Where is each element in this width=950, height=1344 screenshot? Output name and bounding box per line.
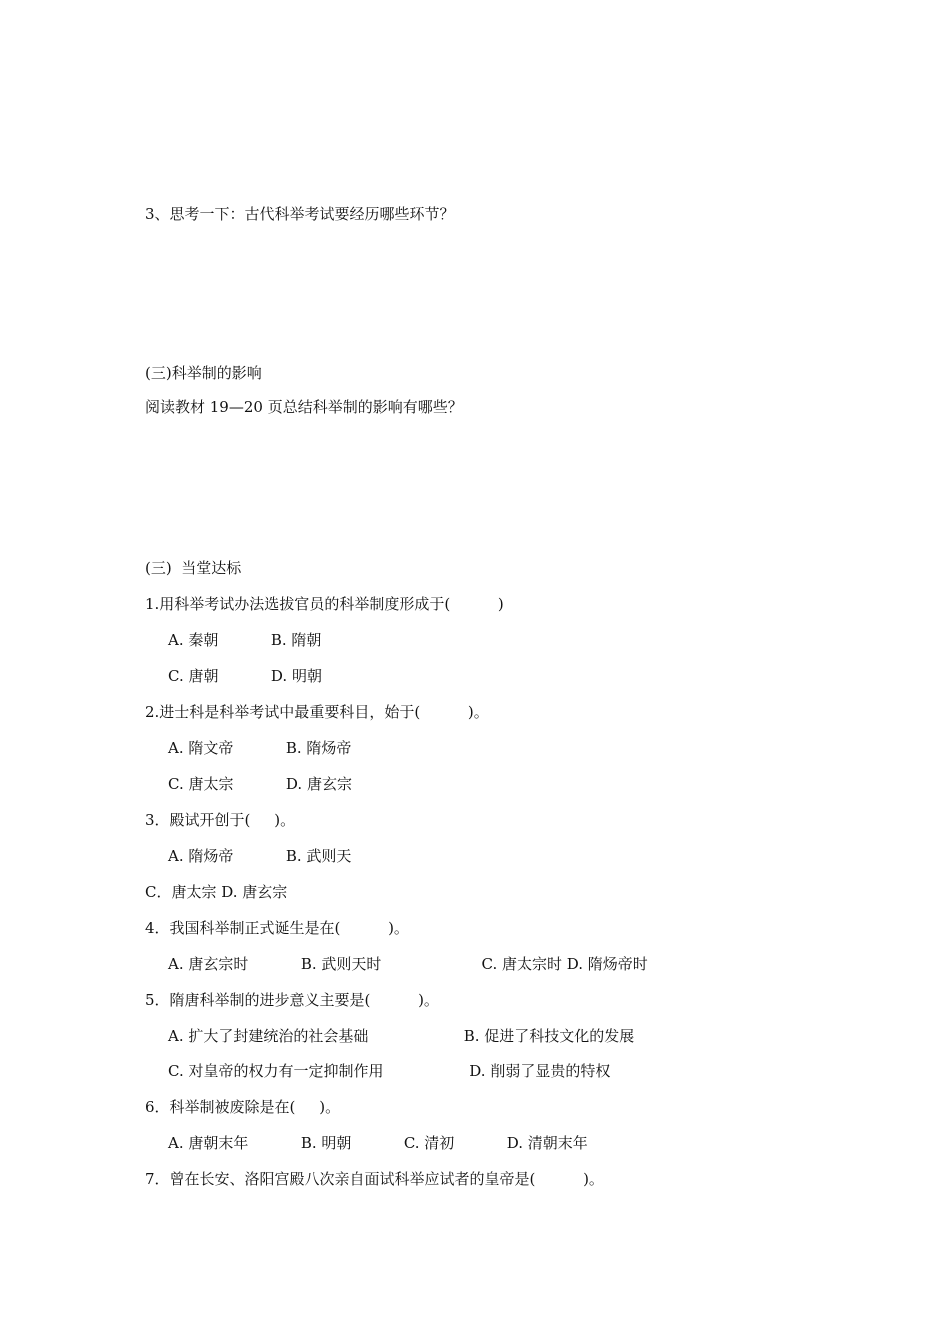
question-stem: 2.进士科是科举考试中最重要科目，始于( )。 [145,703,489,721]
question-options: C. 唐太宗 D. 唐玄宗 [168,775,352,793]
section-heading-influence: (三)科举制的影响 [145,364,262,382]
question-options: C．唐太宗 D. 唐玄宗 [145,883,288,901]
section-heading-practice: (三) 当堂达标 [145,559,242,577]
question-stem: 6．科举制被废除是在( )。 [145,1098,341,1116]
question-options: C. 对皇帝的权力有一定抑制作用 D. 削弱了显贵的特权 [168,1062,611,1080]
question-options: A. 隋文帝 B. 隋炀帝 [168,739,352,757]
influence-prompt: 阅读教材 19—20 页总结科举制的影响有哪些？ [145,398,463,416]
question-stem: 4．我国科举制正式诞生是在( )。 [145,919,409,937]
question-options: A. 秦朝 B. 隋朝 [168,631,322,649]
question-options: A. 扩大了封建统治的社会基础 B. 促进了科技文化的发展 [168,1027,635,1045]
question-options: A. 隋炀帝 B. 武则天 [168,847,352,865]
question-stem: 7．曾在长安、洛阳宫殿八次亲自面试科举应试者的皇帝是( )。 [145,1170,604,1188]
question-stem: 5．隋唐科举制的进步意义主要是( )。 [145,991,439,1009]
question-options: A. 唐玄宗时 B. 武则天时 C. 唐太宗时 D. 隋炀帝时 [168,955,648,973]
question-options: C. 唐朝 D. 明朝 [168,667,322,685]
question-3-think: 3、思考一下：古代科举考试要经历哪些环节？ [145,205,455,223]
question-stem: 1.用科举考试办法选拔官员的科举制度形成于( ) [145,595,504,613]
question-options: A. 唐朝末年 B. 明朝 C. 清初 D. 清朝末年 [168,1134,588,1152]
question-stem: 3．殿试开创于( )。 [145,811,296,829]
